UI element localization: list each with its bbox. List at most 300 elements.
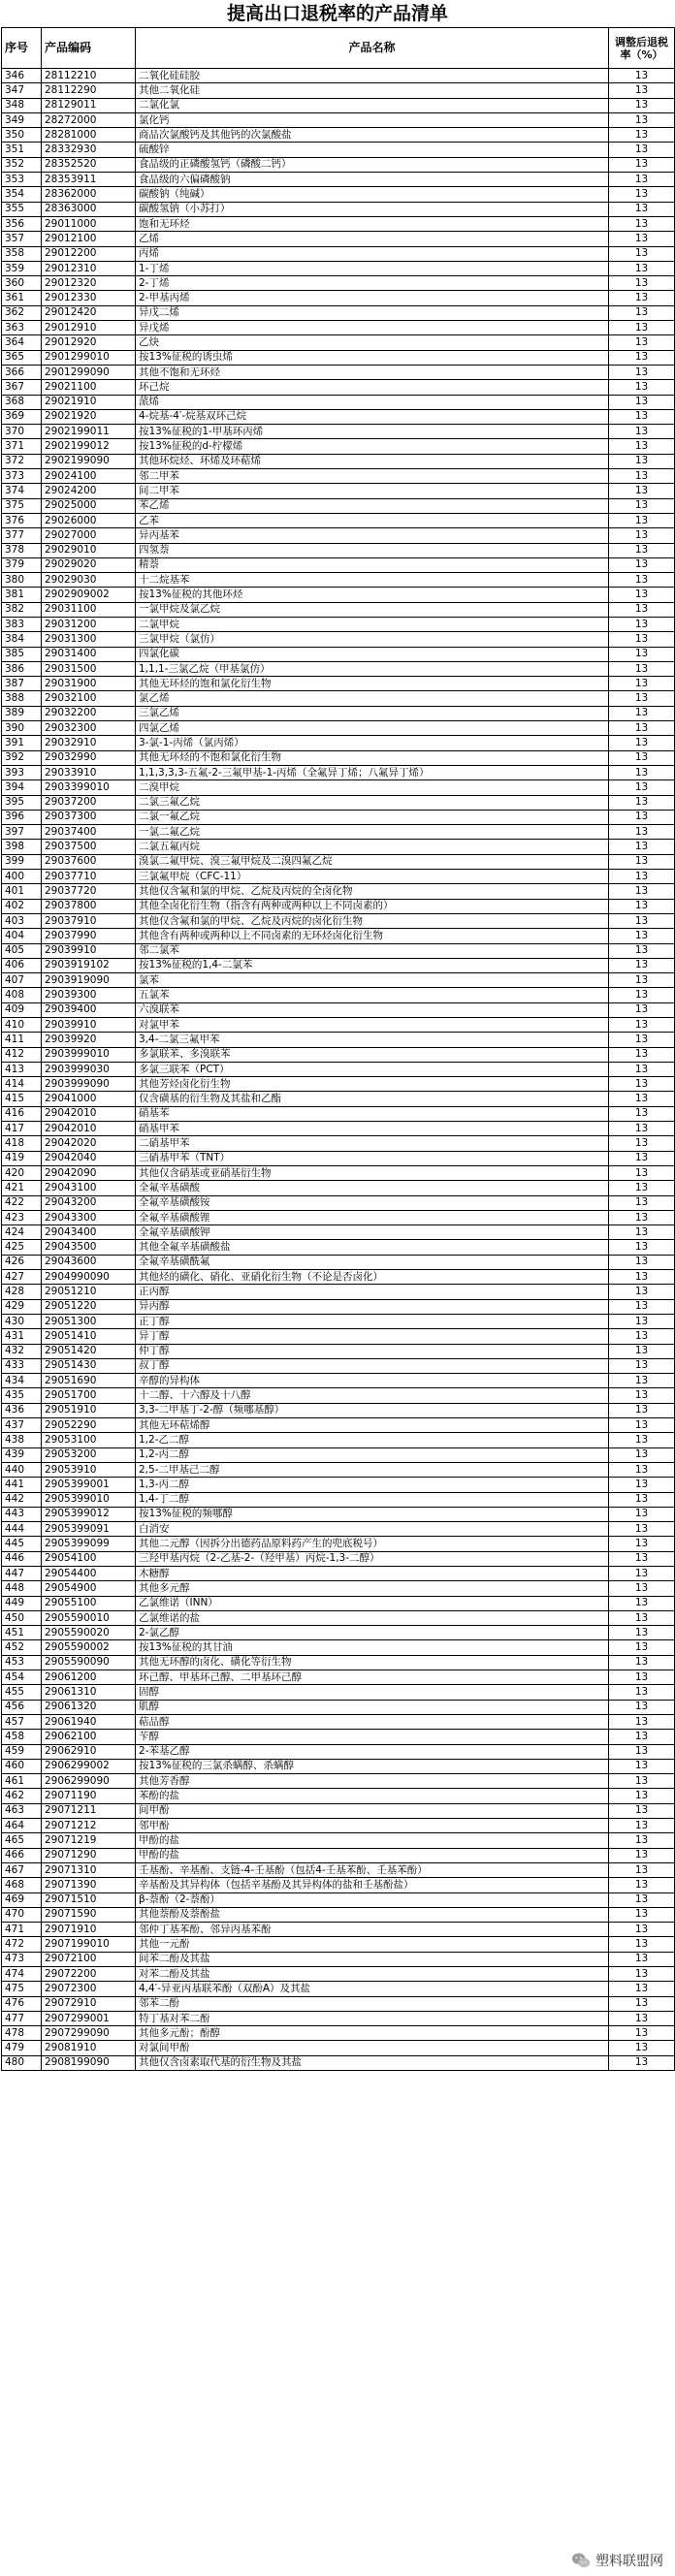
cell-rate: 13 (609, 1522, 675, 1537)
cell-rate: 13 (609, 1819, 675, 1833)
cell-name: 其他无环萜烯醇 (136, 1418, 609, 1433)
cell-rate: 13 (609, 884, 675, 899)
cell-rate: 13 (609, 365, 675, 379)
table-row (2, 1358, 675, 1373)
cell-seq: 426 (2, 1255, 42, 1269)
cell-rate: 13 (609, 1270, 675, 1285)
cell-code: 29043500 (42, 1240, 136, 1255)
table-row (2, 825, 675, 840)
cell-name: 按13%征税的其他环烃 (136, 588, 609, 602)
cell-seq: 478 (2, 2026, 42, 2041)
cell-code: 29054400 (42, 1566, 136, 1580)
cell-rate: 13 (609, 1151, 675, 1165)
table-row (2, 1195, 675, 1210)
cell-code: 29081910 (42, 2041, 136, 2055)
cell-name: 一氯二氟乙烷 (136, 825, 609, 840)
table-row (2, 1626, 675, 1640)
cell-code: 29071212 (42, 1819, 136, 1833)
cell-code: 29055100 (42, 1596, 136, 1610)
cell-rate: 13 (609, 617, 675, 631)
cell-seq: 379 (2, 557, 42, 572)
cell-name: 3-氯-1-丙烯（氯丙烯） (136, 736, 609, 750)
table-row (2, 2011, 675, 2025)
table-row (2, 2041, 675, 2055)
cell-code: 29037720 (42, 884, 136, 899)
cell-code: 29027000 (42, 528, 136, 543)
cell-seq: 387 (2, 677, 42, 691)
cell-name: 3,3-二甲基丁-2-醇（频哪基醇） (136, 1403, 609, 1417)
cell-code: 29037400 (42, 825, 136, 840)
cell-seq: 425 (2, 1240, 42, 1255)
cell-seq: 414 (2, 1077, 42, 1092)
cell-code: 29021910 (42, 395, 136, 409)
cell-seq: 359 (2, 261, 42, 275)
cell-name: 2-氯乙醇 (136, 1626, 609, 1640)
table-row (2, 1433, 675, 1447)
cell-seq: 401 (2, 884, 42, 899)
table-row (2, 632, 675, 647)
cell-code: 29042040 (42, 1151, 136, 1165)
cell-seq: 365 (2, 350, 42, 365)
cell-seq: 377 (2, 528, 42, 543)
table-row (2, 706, 675, 720)
table-row (2, 1819, 675, 1833)
cell-rate: 13 (609, 1878, 675, 1892)
cell-rate: 13 (609, 1255, 675, 1269)
cell-rate: 13 (609, 840, 675, 854)
cell-name: 全氟辛基磺酸锂 (136, 1210, 609, 1224)
table-row (2, 1759, 675, 1773)
cell-seq: 407 (2, 973, 42, 988)
cell-seq: 438 (2, 1433, 42, 1447)
cell-seq: 382 (2, 602, 42, 617)
cell-code: 29051300 (42, 1314, 136, 1328)
table-row (2, 929, 675, 943)
cell-seq: 460 (2, 1759, 42, 1773)
cell-name: 间甲酚 (136, 1803, 609, 1818)
cell-code: 29051220 (42, 1299, 136, 1314)
cell-rate: 13 (609, 1670, 675, 1685)
cell-seq: 433 (2, 1358, 42, 1373)
cell-code: 29026000 (42, 513, 136, 527)
cell-code: 29037500 (42, 840, 136, 854)
cell-seq: 439 (2, 1447, 42, 1462)
cell-name: 其他全氟辛基磺酸盐 (136, 1240, 609, 1255)
table-row (2, 1077, 675, 1092)
cell-code: 29012100 (42, 232, 136, 246)
cell-rate: 13 (609, 913, 675, 928)
cell-rate: 13 (609, 1566, 675, 1580)
cell-code: 2906299090 (42, 1774, 136, 1789)
cell-name: 白消安 (136, 1522, 609, 1537)
table-row (2, 350, 675, 365)
cell-code: 29051910 (42, 1403, 136, 1417)
cell-name: 对苯二酚及其盐 (136, 1967, 609, 1982)
cell-code: 2904990090 (42, 1270, 136, 1285)
cell-name: 异丁醇 (136, 1329, 609, 1344)
cell-seq: 410 (2, 1018, 42, 1033)
cell-code: 2905399010 (42, 1492, 136, 1507)
cell-code: 2903399010 (42, 780, 136, 795)
header-code: 产品编码 (42, 28, 136, 69)
cell-rate: 13 (609, 1403, 675, 1417)
cell-seq: 480 (2, 2055, 42, 2070)
cell-rate: 13 (609, 216, 675, 231)
cell-rate: 13 (609, 2026, 675, 2041)
cell-rate: 13 (609, 706, 675, 720)
cell-rate: 13 (609, 291, 675, 305)
table-row (2, 810, 675, 824)
cell-rate: 13 (609, 1626, 675, 1640)
cell-seq: 370 (2, 425, 42, 439)
cell-code: 29051690 (42, 1374, 136, 1388)
cell-seq: 402 (2, 899, 42, 913)
cell-code: 2905399091 (42, 1522, 136, 1537)
cell-code: 29071390 (42, 1878, 136, 1892)
cell-code: 2902199012 (42, 439, 136, 454)
cell-rate: 13 (609, 1537, 675, 1551)
cell-seq: 455 (2, 1685, 42, 1700)
table-row (2, 2026, 675, 2041)
cell-seq: 397 (2, 825, 42, 840)
cell-rate: 13 (609, 1210, 675, 1224)
table-row (2, 454, 675, 468)
table-row (2, 157, 675, 172)
cell-code: 29071510 (42, 1892, 136, 1907)
cell-name: 二氯一氟乙烷 (136, 810, 609, 824)
cell-code: 2903919090 (42, 973, 136, 988)
cell-name: 精萘 (136, 557, 609, 572)
cell-name: 1,3-丙二醇 (136, 1478, 609, 1492)
cell-rate: 13 (609, 1106, 675, 1121)
cell-rate: 13 (609, 1181, 675, 1195)
cell-code: 29041000 (42, 1092, 136, 1106)
cell-name: 苄醇 (136, 1730, 609, 1744)
cell-name: 溴氯二氟甲烷、溴三氟甲烷及二溴四氟乙烷 (136, 854, 609, 869)
cell-seq: 479 (2, 2041, 42, 2055)
cell-rate: 13 (609, 1240, 675, 1255)
table-row (2, 647, 675, 661)
cell-name: 其他无环烃的不饱和氯化衍生物 (136, 750, 609, 765)
cell-code: 29071190 (42, 1789, 136, 1803)
cell-seq: 362 (2, 305, 42, 320)
cell-name: 其他芳香醇 (136, 1774, 609, 1789)
cell-seq: 469 (2, 1892, 42, 1907)
table-row (2, 173, 675, 187)
cell-seq: 454 (2, 1670, 42, 1685)
cell-code: 29039920 (42, 1033, 136, 1047)
cell-rate: 13 (609, 1833, 675, 1848)
cell-name: 1-丁烯 (136, 261, 609, 275)
cell-rate: 13 (609, 528, 675, 543)
cell-name: 二氯化氯 (136, 98, 609, 112)
cell-name: 其他不饱和无环烃 (136, 365, 609, 379)
cell-name: 壬基酚、辛基酚、支链-4-壬基酚（包括4-壬基苯酚、壬基苯酚） (136, 1862, 609, 1877)
cell-code: 2903999010 (42, 1047, 136, 1062)
cell-code: 29039400 (42, 1002, 136, 1017)
table-row (2, 469, 675, 484)
cell-code: 28332930 (42, 143, 136, 157)
table-row (2, 98, 675, 112)
table-row (2, 1374, 675, 1388)
cell-name: 乙氯维诺的盐 (136, 1610, 609, 1625)
cell-name: 碳酸钠（纯碱） (136, 187, 609, 202)
cell-rate: 13 (609, 632, 675, 647)
cell-seq: 409 (2, 1002, 42, 1017)
cell-seq: 405 (2, 943, 42, 958)
table-row (2, 1240, 675, 1255)
cell-rate: 13 (609, 1581, 675, 1596)
cell-seq: 374 (2, 484, 42, 498)
table-row (2, 1033, 675, 1047)
cell-rate: 13 (609, 1907, 675, 1922)
cell-code: 29031300 (42, 632, 136, 647)
table-row (2, 1967, 675, 1982)
cell-name: 乙烯 (136, 232, 609, 246)
cell-rate: 13 (609, 261, 675, 275)
cell-name: 丙烯 (136, 246, 609, 261)
table-row (2, 721, 675, 736)
cell-seq: 364 (2, 335, 42, 350)
cell-name: 按13%征税的1,4-二氯苯 (136, 958, 609, 972)
cell-code: 29039910 (42, 1018, 136, 1033)
cell-seq: 421 (2, 1181, 42, 1195)
table-row (2, 854, 675, 869)
cell-seq: 366 (2, 365, 42, 379)
cell-name: 其他一元酚 (136, 1937, 609, 1952)
table-row (2, 1700, 675, 1714)
cell-name: 4,4′-异亚丙基联苯酚（双酚A）及其盐 (136, 1982, 609, 1996)
cell-name: 1,2-乙二醇 (136, 1433, 609, 1447)
cell-seq: 354 (2, 187, 42, 202)
cell-rate: 13 (609, 854, 675, 869)
cell-name: 邻二氯苯 (136, 943, 609, 958)
cell-name: 乙苯 (136, 513, 609, 527)
cell-seq: 466 (2, 1848, 42, 1862)
cell-seq: 419 (2, 1151, 42, 1165)
cell-rate: 13 (609, 1759, 675, 1773)
cell-rate: 13 (609, 1047, 675, 1062)
table-row (2, 750, 675, 765)
table-row (2, 1092, 675, 1106)
cell-seq: 369 (2, 409, 42, 424)
cell-name: 1,2-丙二醇 (136, 1447, 609, 1462)
cell-name: 邻甲酚 (136, 1819, 609, 1833)
cell-name: 六溴联苯 (136, 1002, 609, 1017)
cell-name: 甲酚的盐 (136, 1833, 609, 1848)
cell-seq: 390 (2, 721, 42, 736)
cell-seq: 459 (2, 1744, 42, 1759)
table-row (2, 557, 675, 572)
cell-seq: 467 (2, 1862, 42, 1877)
cell-code: 29031500 (42, 661, 136, 676)
cell-seq: 437 (2, 1418, 42, 1433)
table-row (2, 1714, 675, 1729)
table-row (2, 513, 675, 527)
cell-rate: 13 (609, 69, 675, 83)
cell-code: 29051410 (42, 1329, 136, 1344)
cell-seq: 434 (2, 1374, 42, 1388)
cell-rate: 13 (609, 409, 675, 424)
cell-seq: 406 (2, 958, 42, 972)
cell-rate: 13 (609, 2011, 675, 2025)
cell-name: 邻仲丁基苯酚、邻异丙基苯酚 (136, 1923, 609, 1937)
cell-code: 29012330 (42, 291, 136, 305)
cell-name: 乙氯维诺（INN） (136, 1596, 609, 1610)
cell-name: 仲丁醇 (136, 1344, 609, 1358)
cell-name: 异戊烯 (136, 321, 609, 335)
cell-rate: 13 (609, 602, 675, 617)
cell-name: 环己烷 (136, 380, 609, 395)
cell-rate: 13 (609, 1433, 675, 1447)
cell-rate: 13 (609, 1774, 675, 1789)
cell-rate: 13 (609, 83, 675, 98)
cell-seq: 457 (2, 1714, 42, 1729)
table-row (2, 1462, 675, 1477)
cell-name: 二氯五氟丙烷 (136, 840, 609, 854)
table-row (2, 1225, 675, 1240)
cell-seq: 418 (2, 1136, 42, 1151)
cell-seq: 475 (2, 1982, 42, 1996)
cell-name: 二氯甲烷 (136, 617, 609, 631)
cell-code: 29071211 (42, 1803, 136, 1818)
cell-rate: 13 (609, 721, 675, 736)
cell-code: 29012910 (42, 321, 136, 335)
cell-seq: 431 (2, 1329, 42, 1344)
table-row (2, 291, 675, 305)
cell-code: 2905590010 (42, 1610, 136, 1625)
cell-name: 食品级的正磷酸氢钙（磷酸二钙） (136, 157, 609, 172)
cell-code: 29011000 (42, 216, 136, 231)
cell-seq: 376 (2, 513, 42, 527)
table-row (2, 305, 675, 320)
cell-name: 氯苯 (136, 973, 609, 988)
cell-seq: 429 (2, 1299, 42, 1314)
table-row (2, 1403, 675, 1417)
cell-code: 29062910 (42, 1744, 136, 1759)
cell-code: 29025000 (42, 498, 136, 513)
cell-rate: 13 (609, 2041, 675, 2055)
cell-rate: 13 (609, 1388, 675, 1403)
cell-rate: 13 (609, 543, 675, 557)
table-row (2, 2055, 675, 2070)
table-row (2, 261, 675, 275)
cell-seq: 476 (2, 1996, 42, 2011)
cell-rate: 13 (609, 588, 675, 602)
cell-name: 固醇 (136, 1685, 609, 1700)
cell-name: 按13%征税的其甘油 (136, 1640, 609, 1655)
table-row (2, 1122, 675, 1136)
table-row (2, 528, 675, 543)
cell-code: 2905590002 (42, 1640, 136, 1655)
table-row (2, 1566, 675, 1580)
table-row (2, 1507, 675, 1521)
table-row (2, 1106, 675, 1121)
table-row (2, 780, 675, 795)
cell-name: 异戊二烯 (136, 305, 609, 320)
cell-rate: 13 (609, 765, 675, 779)
cell-seq: 424 (2, 1225, 42, 1240)
table-row (2, 1996, 675, 2011)
cell-seq: 453 (2, 1655, 42, 1670)
cell-code: 2905590020 (42, 1626, 136, 1640)
cell-seq: 442 (2, 1492, 42, 1507)
table-row (2, 1952, 675, 1966)
table-row (2, 395, 675, 409)
cell-rate: 13 (609, 1195, 675, 1210)
cell-seq: 458 (2, 1730, 42, 1744)
cell-name: 其他烃的磺化、硝化、亚硝化衍生物（不论是否卤化） (136, 1270, 609, 1285)
cell-code: 2905399099 (42, 1537, 136, 1551)
cell-seq: 441 (2, 1478, 42, 1492)
table-row (2, 1522, 675, 1537)
cell-rate: 13 (609, 929, 675, 943)
cell-name: 其他芳烃卤化衍生物 (136, 1077, 609, 1092)
cell-code: 29053910 (42, 1462, 136, 1477)
cell-rate: 13 (609, 1848, 675, 1862)
table-row (2, 1907, 675, 1922)
table-row (2, 899, 675, 913)
cell-name: 2-甲基丙烯 (136, 291, 609, 305)
table-row (2, 884, 675, 899)
cell-code: 29062100 (42, 1730, 136, 1744)
cell-code: 29072910 (42, 1996, 136, 2011)
cell-code: 29071219 (42, 1833, 136, 1848)
cell-name: 辛基酚及其异构体（包括辛基酚及其异构体的盐和壬基酚盐） (136, 1878, 609, 1892)
cell-rate: 13 (609, 1862, 675, 1877)
cell-name: 其他无环醇的卤化、磺化等衍生物 (136, 1655, 609, 1670)
cell-rate: 13 (609, 899, 675, 913)
cell-name: 四氯化碳 (136, 647, 609, 661)
cell-rate: 13 (609, 736, 675, 750)
cell-name: β-萘酚（2-萘酚） (136, 1892, 609, 1907)
cell-seq: 384 (2, 632, 42, 647)
cell-name: 三氯甲烷（氯仿） (136, 632, 609, 647)
cell-name: 2,5-二甲基己二醇 (136, 1462, 609, 1477)
cell-rate: 13 (609, 1685, 675, 1700)
cell-code: 29024100 (42, 469, 136, 484)
table-row (2, 335, 675, 350)
cell-name: 对氯甲苯 (136, 1018, 609, 1033)
cell-code: 29021100 (42, 380, 136, 395)
cell-code: 2908199090 (42, 2055, 136, 2070)
cell-name: 其他二氧化硅 (136, 83, 609, 98)
cell-rate: 13 (609, 157, 675, 172)
cell-code: 29012320 (42, 276, 136, 291)
cell-seq: 451 (2, 1626, 42, 1640)
cell-name: 邻二甲苯 (136, 469, 609, 484)
table-row (2, 795, 675, 810)
table-row (2, 1685, 675, 1700)
table-row (2, 973, 675, 988)
cell-code: 29031100 (42, 602, 136, 617)
cell-name: 三氯乙烯 (136, 706, 609, 720)
cell-rate: 13 (609, 557, 675, 572)
cell-seq: 472 (2, 1937, 42, 1952)
cell-rate: 13 (609, 750, 675, 765)
cell-name: 叔丁醇 (136, 1358, 609, 1373)
cell-rate: 13 (609, 232, 675, 246)
table-row (2, 1047, 675, 1062)
cell-name: 按13%征税的诱虫烯 (136, 350, 609, 365)
cell-code: 29053200 (42, 1447, 136, 1462)
cell-name: 四氯乙烯 (136, 721, 609, 736)
table-row (2, 840, 675, 854)
cell-name: 2-苯基乙醇 (136, 1744, 609, 1759)
cell-code: 29037800 (42, 899, 136, 913)
table-row (2, 1923, 675, 1937)
table-row (2, 1299, 675, 1314)
